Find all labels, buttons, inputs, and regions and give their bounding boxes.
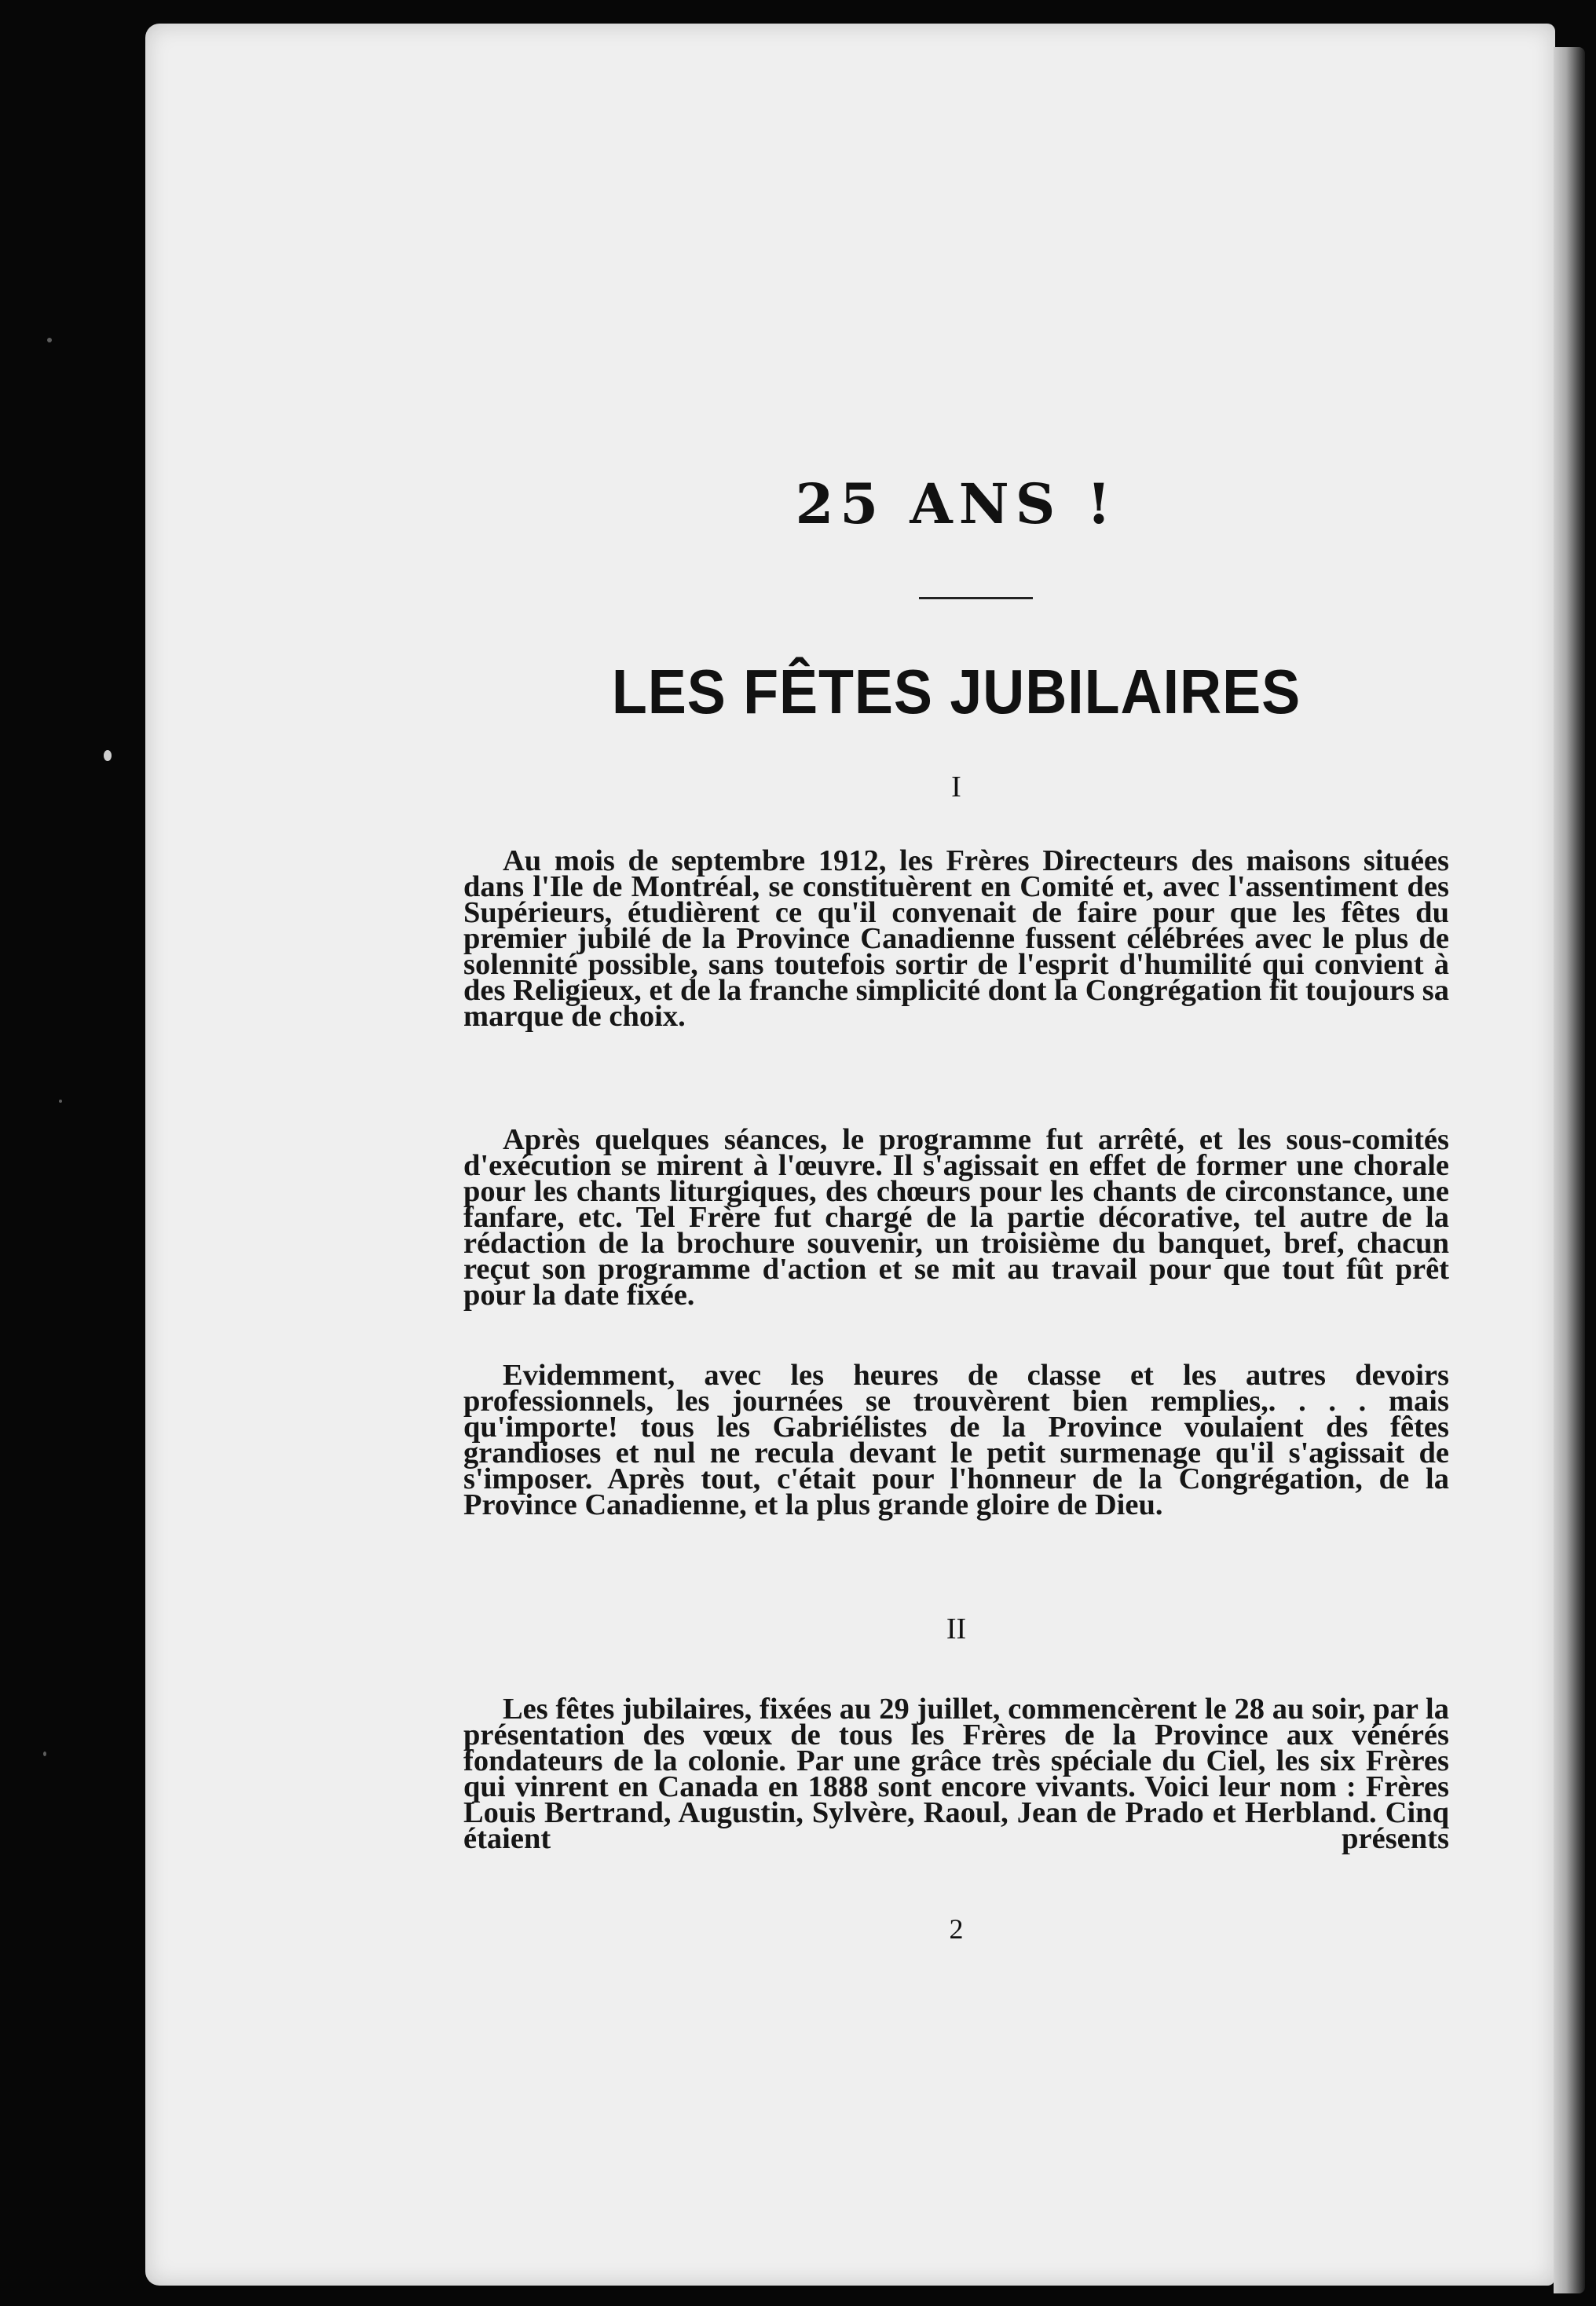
paragraph-4: Les fêtes jubilaires, fixées au 29 juillet, commencèrent le 28 au soir, par la présentation des vœux de tous les Frères de la Province aux vénérés fondateurs de la colonie. Par une grâce très spéciale du Ciel, les six Frères qui vinrent en Canada en 1888 sont encore vivants. Voici leur nom : Frères Louis Bertrand, Augustin, Sylvère, Raoul, Jean de Prado et Herbland. Cinq étaient présents <box>463 1693 1449 1855</box>
page-title: 25 ANS ! <box>795 471 1118 536</box>
section-numeral-2: II <box>946 1612 967 1645</box>
paragraph-1: Au mois de septembre 1912, les Frères Directeurs des maisons situées dans l'Ile de Montréal, se constituèrent en Comité et, avec l'assentiment des Supérieurs, étudièrent ce qu'il convenait de faire pour que les fêtes du premier jubilé de la Province Canadienne fussent célébrées avec le plus de solennité possible, sans toutefois sortir de l'esprit d'humilité qui convient à des Religieux, et de la franche simplicité dont la Congrégation fit toujours sa marque de choix. <box>463 844 1449 1033</box>
title-divider <box>919 597 1033 599</box>
document-page <box>145 24 1555 2286</box>
page-subtitle: LES FÊTES JUBILAIRES <box>611 657 1301 727</box>
paragraph-2: Après quelques séances, le programme fut arrêté, et les sous-comités d'exécution se mirent à l'œuvre. Il s'agissait en effet de former une chorale pour les chants liturgiques, des chœurs pour les chants de circonstance, une fanfare, etc. Tel Frère fut chargé de la partie décorative, tel autre de la rédaction de la brochure souvenir, un troisième du banquet, bref, chacun reçut son programme d'action et se mit au travail pour que tout fût prêt pour la date fixée. <box>463 1123 1449 1312</box>
page-number: 2 <box>949 1913 964 1945</box>
page-edge <box>1554 47 1585 2293</box>
section-numeral-1: I <box>951 770 961 803</box>
paragraph-3: Evidemment, avec les heures de classe et les autres devoirs professionnels, les journées se trouvèrent bien remplies,. . . . mais qu'importe! tous les Gabriélistes de la Province voulaient des fêtes grandioses et nul ne recula devant le petit surmenage qu'il s'agissait de s'imposer. Après tout, c'était pour l'honneur de la Congrégation, de la Province Canadienne, et la plus grande gloire de Dieu. <box>463 1359 1449 1521</box>
